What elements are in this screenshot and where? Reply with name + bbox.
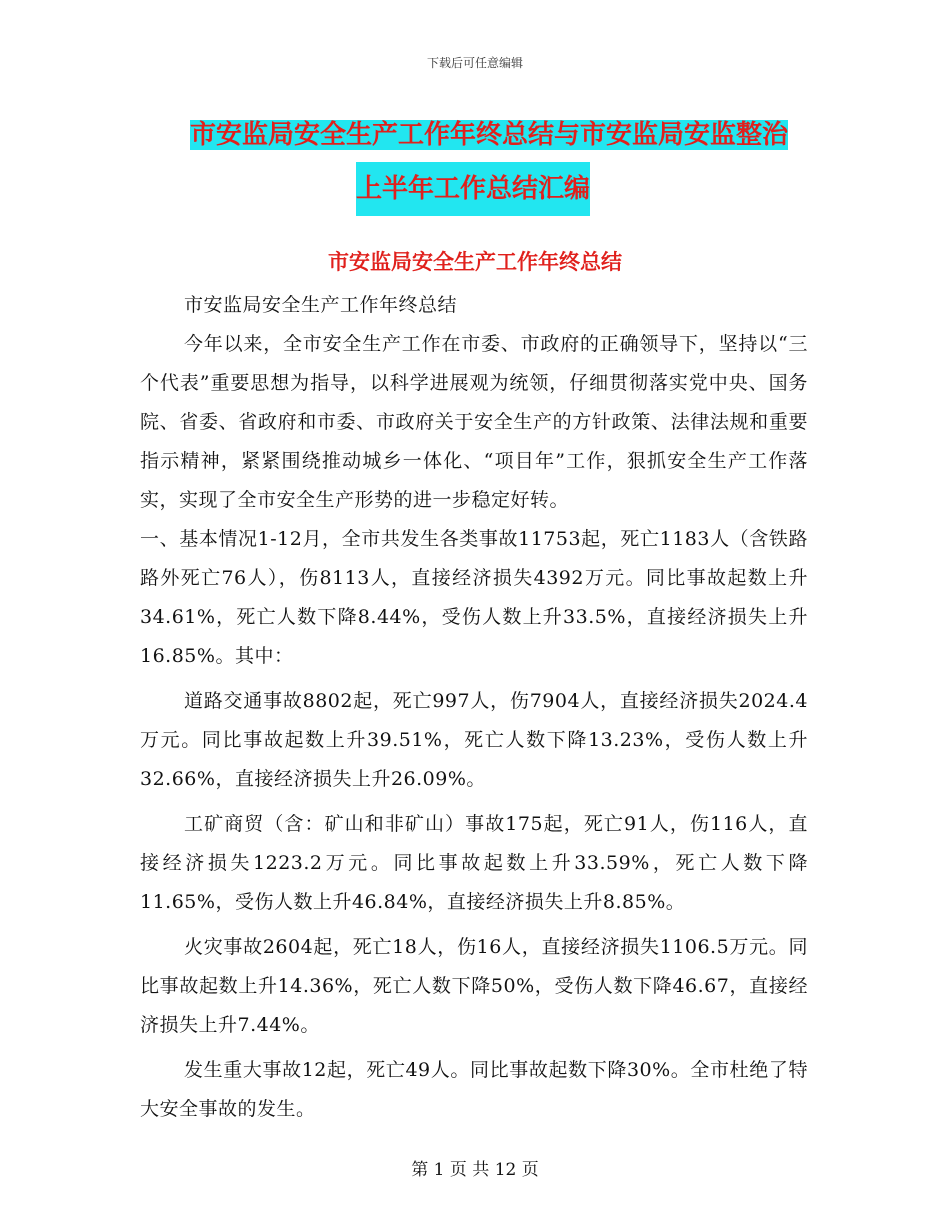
paragraph-intro: 今年以来，全市安全生产工作在市委、市政府的正确领导下，坚持以“三个代表”重要思想为指导，以科学进展观为统领，仔细贯彻落实党中央、国务院、省委、省政府和市委、市政府关于安全生产的方针政策、法律法规和重要指示精神，紧紧围绕推动城乡一体化、“项目年”工作，狠抓安全生产工作落实，实现了全市安全生产形势的进一步稳定好转。 — [140, 333, 808, 511]
page-footer: 第 1 页 共 12 页 — [411, 1160, 539, 1180]
paragraph-fire: 火灾事故2604起，死亡18人，伤16人，直接经济损失1106.5万元。同比事故起数上升14.36%，死亡人数下降50%，受伤人数下降46.67，直接经济损失上升7.44%。 — [140, 936, 808, 1036]
paragraph-basic-situation: 一、基本情况1-12月，全市共发生各类事故11753起，死亡1183人（含铁路路外死亡76人），伤8113人，直接经济损失4392万元。同比事故起数上升34.61%，死亡人数下降8.44%，受伤人数上升33.5%，直接经济损失上升16.85%。其中： — [140, 528, 808, 667]
document-body — [140, 286, 808, 1129]
paragraph-road-traffic: 道路交通事故8802起，死亡997人，伤7904人，直接经济损失2024.4万元。同比事故起数上升39.51%，死亡人数下降13.23%，受伤人数上升32.66%，直接经济损失上升26.09%。 — [140, 690, 808, 790]
document-title — [190, 108, 830, 216]
page-header: 下载后可任意编辑 — [426, 56, 523, 70]
section-heading: 市安监局安全生产工作年终总结 — [328, 250, 622, 274]
document-title-line-1: 市安监局安全生产工作年终总结与市安监局安监整治 — [190, 120, 789, 150]
paragraph-subtitle: 市安监局安全生产工作年终总结 — [184, 294, 458, 316]
paragraph-industrial: 工矿商贸（含：矿山和非矿山）事故175起，死亡91人，伤116人，直接经济损失1223.2万元。同比事故起数上升33.59%，死亡人数下降11.65%，受伤人数上升46.84%，直接经济损失上升8.85%。 — [140, 813, 808, 913]
document-title-line-2: 上半年工作总结汇编 — [356, 162, 590, 216]
paragraph-major-accidents: 发生重大事故12起，死亡49人。同比事故起数下降30%。全市杜绝了特大安全事故的发生。 — [140, 1059, 808, 1120]
